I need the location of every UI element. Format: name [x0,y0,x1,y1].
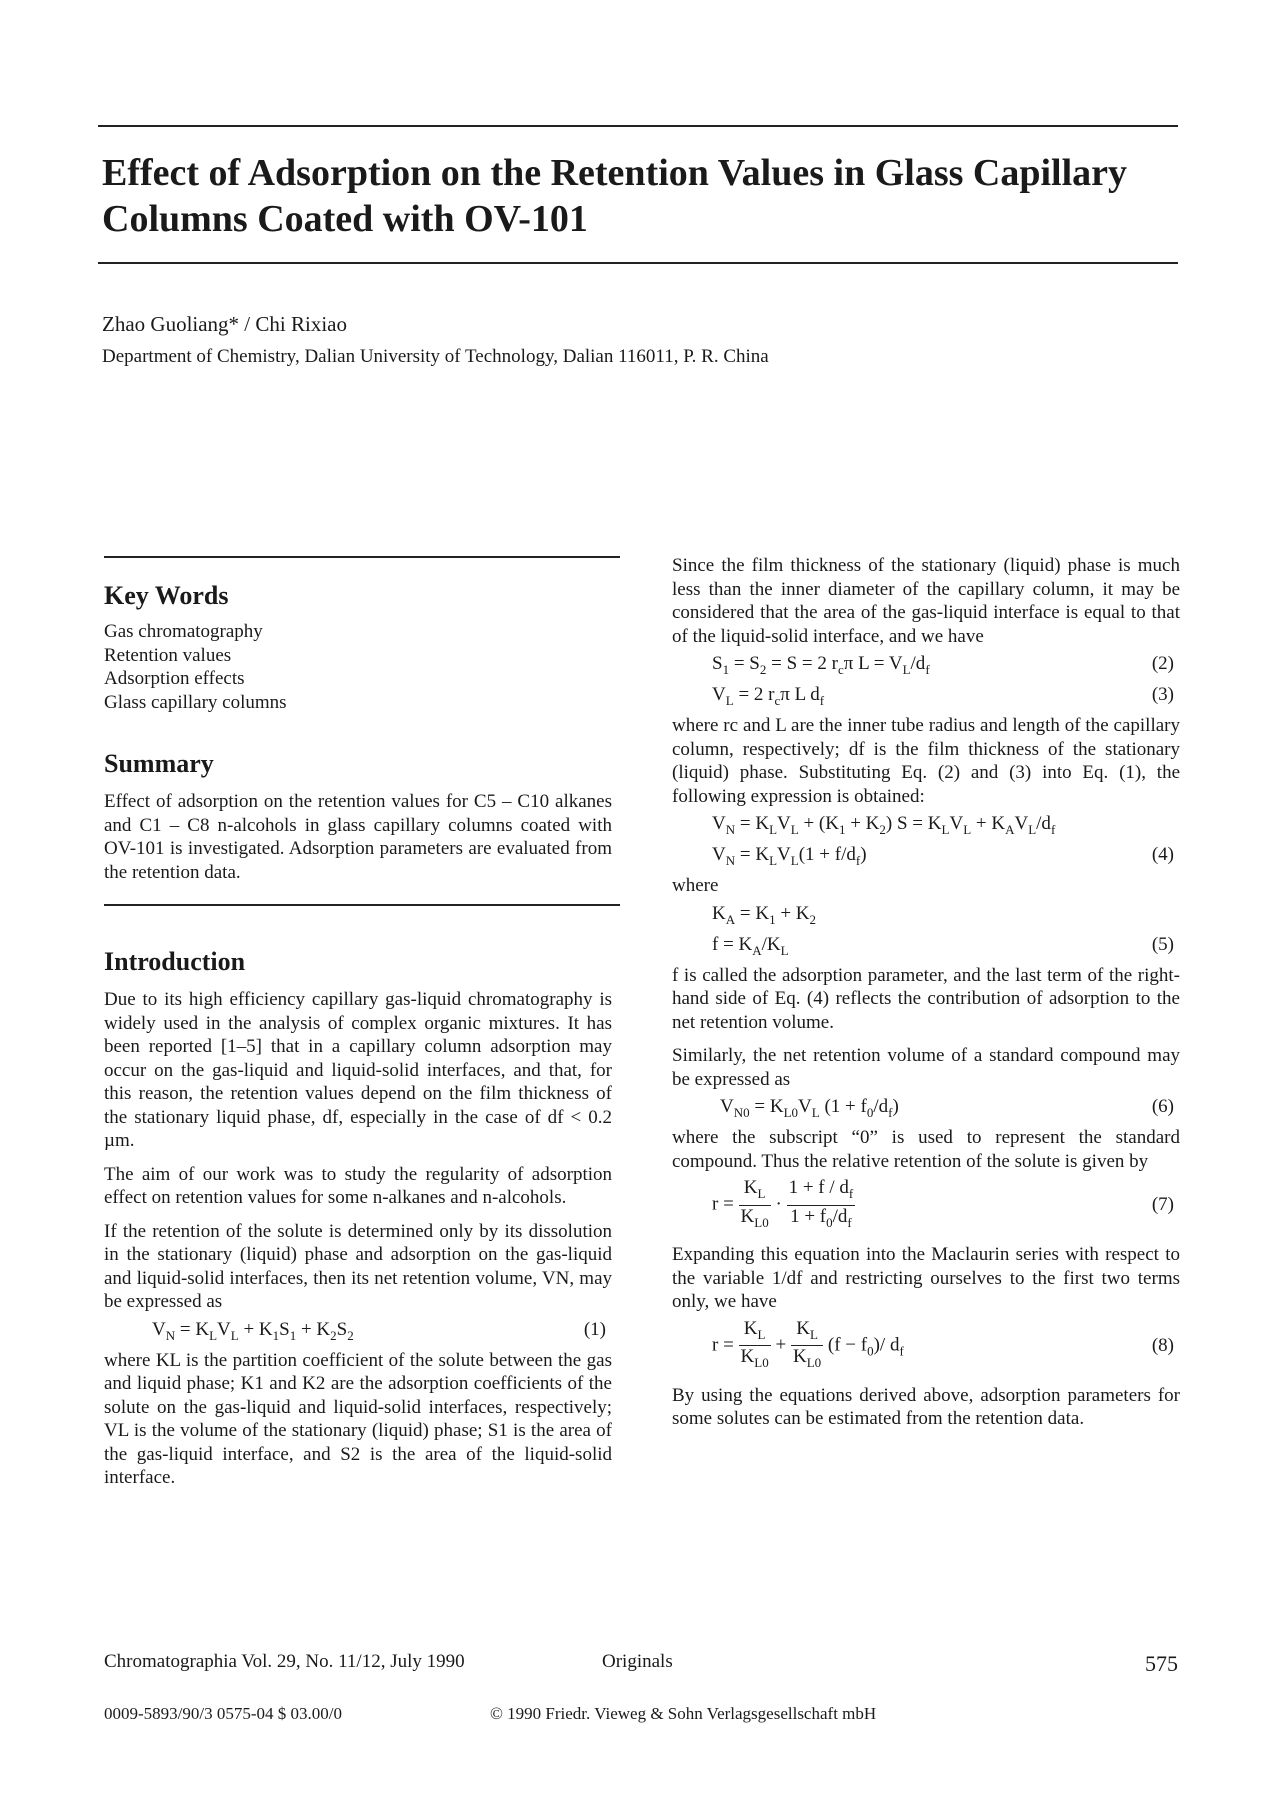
summary-heading: Summary [104,749,214,778]
journal-citation: Chromatographia Vol. 29, No. 11/12, July 1990 [104,1651,465,1672]
equation-number: (4) [1151,844,1174,865]
right-paragraph-3: f is called the adsorption parameter, and the last term of the right-hand side of Eq. (4) reflects the contribution of adsorption to the net retention volume. [672,964,1180,1033]
equation-7: r = $\frac{K_L}{K_{L0}}$ · $\frac{1 + f / d_f}{1 + f_0/d_f}$ (7) [712,1177,1174,1230]
right-paragraph-5: where the subscript “0” is used to represent the standard compound. Thus the relative retention of the solute is given by [672,1127,1180,1172]
right-paragraph-1: Since the film thickness of the stationary (liquid) phase is much less than the inner diameter of the capillary column, it may be considered that the area of the gas-liquid interface is equal to that of the liquid-solid interface, and we have [672,555,1180,647]
equation-number: (6) [1151,1096,1174,1117]
paper-title: Effect of Adsorption on the Retention Values in Glass Capillary Columns Coated with OV-101 [102,152,1128,240]
keyword-item: Glass capillary columns [104,691,287,713]
introduction-heading: Introduction [104,947,246,976]
equation-2: $S_1 = S_2 = S = 2$ $r_c\pi$ $L = V_L/d_f$ (2) [712,653,1174,677]
where-label: where [672,875,719,896]
equation-3: $V_L = 2$ $r_c\pi$ L $d_f$ (3) [712,684,1174,708]
copyright: © 1990 Friedr. Vieweg & Sohn Verlagsgesellschaft mbH [490,1704,877,1723]
intro-paragraph-1: Due to its high efficiency capillary gas-liquid chromatography is widely used in the analysis of complex organic mixtures. It has been reported [1–5] that in a capillary column adsorption may occur on the gas-liquid and liquid-solid interfaces, and that, for this reason, the retention values depend on the film thickness of the stationary liquid phase, df, especially in the case of df < 0.2 µm. [104,989,612,1151]
intro-paragraph-3: If the retention of the solute is determined only by its dissolution in the stationary (liquid) phase and adsorption on the gas-liquid and liquid-solid interfaces, then its net retention volume, VN, may be expressed as [104,1220,612,1312]
intro-paragraph-4: where KL is the partition coefficient of the solute between the gas and liquid phase; K1 and K2 are the adsorption coefficients of the solute on the gas-liquid and liquid-solid interfaces, respectively; VL is the volume of the stationary (liquid) phase; S1 is the area of the gas-liquid interface, and S2 is the area of the liquid-solid interface. [104,1349,612,1488]
equation-number: (1) [583,1318,606,1340]
right-paragraph-7: By using the equations derived above, adsorption parameters for some solutes can be estimated from the retention data. [672,1384,1180,1429]
keywords-rule [104,556,620,558]
article-code: 0009-5893/90/3 0575-04 $ 03.00/0 [104,1704,342,1723]
equation-number: (3) [1151,684,1174,705]
page-number: 575 [1145,1651,1178,1676]
right-paragraph-2: where rc and L are the inner tube radius and length of the capillary column, respectively; df is the film thickness of the stationary (liquid) phase. Substituting Eq. (2) and (3) into Eq. (1), the following expression is obtained: [672,715,1180,807]
page-footer [104,1651,1184,1677]
equation-6: $V_{N0} = K_{L0}V_L$ $(1 + f_0/d_f)$ (6) [720,1096,1174,1120]
left-column [104,556,612,1500]
equation-number: (5) [1151,933,1174,955]
equation-number: (2) [1151,653,1174,674]
top-rule [98,125,1178,127]
affiliation: Department of Chemistry, Dalian University of Technology, Dalian 116011, P. R. China [102,346,769,367]
right-column [672,554,1180,1441]
right-paragraph-4: Similarly, the net retention volume of a standard compound may be expressed as [672,1045,1180,1090]
intro-paragraph-2: The aim of our work was to study the regularity of adsorption effect on retention values for some n-alkanes and n-alcohols. [104,1163,612,1208]
keyword-item: Retention values [104,644,232,666]
keyword-item: Gas chromatography [104,621,263,642]
equation-4: $V_N = K_LV_L(1 + f/d_f)$ (4) [712,844,1174,868]
equation-1: $V_N = K_LV_L + K_1S_1 + K_2S_2$ (1) [152,1318,606,1343]
page-footer-legal [104,1704,1184,1728]
keywords-heading: Key Words [104,581,229,610]
equation-5: $f = K_A/K_L$ (5) [712,933,1174,958]
summary-text: Effect of adsorption on the retention values for C5 – C10 alkanes and C1 – C8 n-alcohols in glass capillary columns coated with OV-101 is investigated. Adsorption parameters are evaluated from the retention data. [104,791,612,883]
equation-number: (8) [1151,1334,1174,1356]
right-paragraph-6: Expanding this equation into the Maclaurin series with respect to the variable 1/df and restricting ourselves to the first two terms only, we have [672,1244,1180,1312]
title-rule [98,262,1178,264]
equation-number: (7) [1151,1194,1174,1215]
keyword-item: Adsorption effects [104,668,245,689]
section-label: Originals [602,1651,673,1672]
summary-rule [104,904,620,906]
equation-4a: $V_N = K_LV_L + (K_1 + K_2) S = K_LV_L + K_AV_L/d_f$ [712,813,1056,837]
equation-8: r = $\frac{K_L}{K_{L0}}$ + $\frac{K_L}{K_{L0}}$ $(f - f_0)/$ $d_f$ (8) [712,1317,1174,1371]
authors: Zhao Guoliang* / Chi Rixiao [102,312,347,336]
equation-5a: $K_A = K_1 + K_2$ [712,902,816,927]
keywords-list [104,620,612,714]
